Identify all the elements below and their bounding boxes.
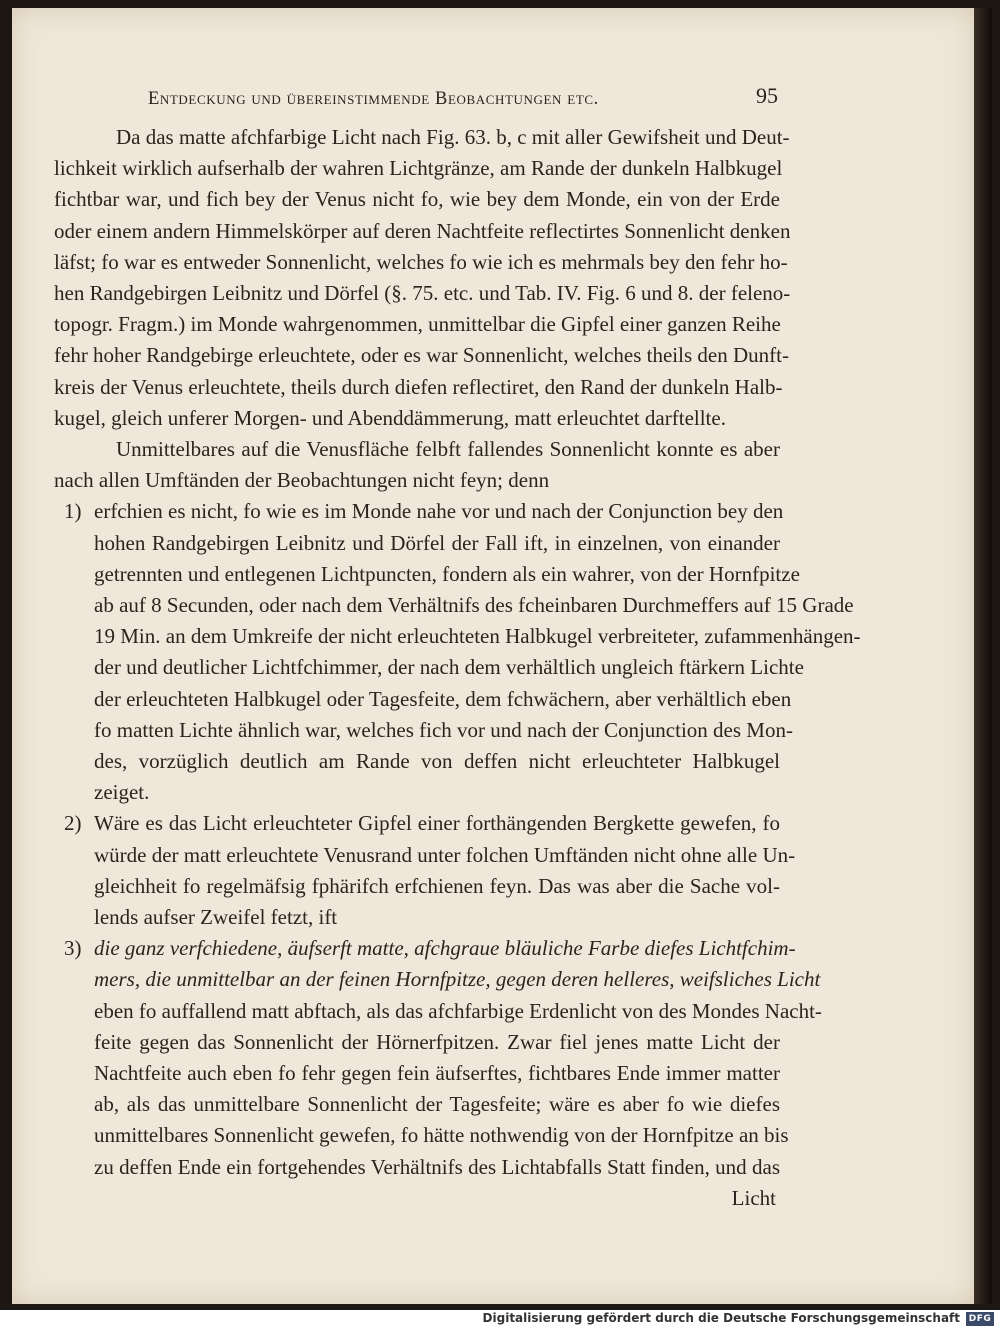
text-line: hen Randgebirgen Leibnitz und Dörfel (§. 75. etc. und Tab. IV. Fig. 6 und 8. der feleno- bbox=[54, 281, 791, 305]
text-line: Unmittelbares auf die Venusfläche felbft fallendes Sonnenlicht konnte es aber bbox=[116, 437, 780, 461]
text-line: feite gegen das Sonnenlicht der Hörnerfpitzen. Zwar fiel jenes matte Licht der bbox=[94, 1029, 780, 1054]
text-line: kugel, gleich unferer Morgen- und Abenddämmerung, matt erleuchtet darftellte. bbox=[54, 405, 726, 430]
text-line: fo matten Lichte ähnlich war, welches fich vor und nach der Conjunction des Mon- bbox=[94, 717, 793, 742]
text-line: die ganz verfchiedene, äufserft matte, afchgraue bläuliche Farbe diefes Lichtfchim- bbox=[94, 936, 796, 961]
text-line: würde der matt erleuchtete Venusrand unter folchen Umftänden nicht ohne alle Un- bbox=[94, 842, 796, 867]
text-line: unmittelbares Sonnenlicht gewefen, fo hätte nothwendig von der Hornfpitze an bis bbox=[94, 1123, 789, 1148]
book-edge bbox=[974, 8, 992, 1304]
text-line: des, vorzüglich deutlich am Rande von deffen nicht erleuchteter Halbkugel bbox=[94, 749, 780, 773]
text-line: hohen Randgebirgen Leibnitz und Dörfel der Fall ift, in einzelnen, von einander bbox=[94, 530, 780, 555]
catchword: Licht bbox=[731, 1185, 776, 1210]
text-line: lichkeit wirklich aufserhalb der wahren Lichtgränze, am Rande der dunkeln Halbkugel bbox=[54, 156, 783, 181]
page-number: 95 bbox=[756, 83, 778, 108]
page-header bbox=[148, 84, 778, 114]
text-line: eben fo auffallend matt abftach, als das afchfarbige Erdenlicht von des Mondes Nacht- bbox=[94, 998, 822, 1023]
text-line: Nachtfeite auch eben fo fehr gegen fein äufserftes, fichtbares Ende immer matter bbox=[94, 1061, 780, 1085]
text-line: getrennten und entlegenen Lichtpuncten, fondern als ein wahrer, von der Hornfpitze bbox=[94, 561, 800, 586]
text-line: topogr. Fragm.) im Monde wahrgenommen, unmittelbar die Gipfel einer ganzen Reihe bbox=[54, 312, 781, 337]
item-number: 2) bbox=[64, 811, 82, 836]
text-line: ab, als das unmittelbare Sonnenlicht der Tagesfeite; wäre es aber fo wie diefes bbox=[94, 1092, 780, 1117]
text-line: Da das matte afchfarbige Licht nach Fig. 63. b, c mit aller Gewifsheit und Deut- bbox=[116, 125, 790, 149]
dfg-logo: DFG bbox=[966, 1312, 994, 1326]
digitization-credit: Digitalisierung gefördert durch die Deutsche Forschungsgemeinschaft bbox=[482, 1311, 960, 1325]
text-line: gleichheit fo regelmäfsig fphärifch erfchienen feyn. Das was aber die Sache vol- bbox=[94, 873, 780, 898]
text-line: 19 Min. an dem Umkreife der nicht erleuchteten Halbkugel verbreiteter, zufammenhängen- bbox=[94, 624, 861, 649]
running-title: Entdeckung und übereinstimmende Beobachtungen etc. bbox=[148, 89, 599, 109]
text-line: fehr hoher Randgebirge erleuchtete, oder es war Sonnenlicht, welches theils den Dunft- bbox=[54, 343, 789, 368]
item-number: 1) bbox=[64, 499, 82, 524]
text-line: Wäre es das Licht erleuchteter Gipfel einer forthängenden Bergkette gewefen, fo bbox=[94, 811, 780, 836]
text-line: zu deffen Ende ein fortgehendes Verhältnifs des Lichtabfalls Statt finden, und das bbox=[94, 1154, 780, 1179]
text-line: mers, die unmittelbar an der feinen Hornfpitze, gegen deren helleres, weifsliches Licht bbox=[94, 967, 821, 992]
text-line: nach allen Umftänden der Beobachtungen nicht feyn; denn bbox=[54, 468, 550, 493]
text-line: fichtbar war, und fich bey der Venus nicht fo, wie bey dem Monde, ein von der Erde bbox=[54, 187, 780, 212]
text-line: kreis der Venus erleuchtete, theils durch diefen reflectiret, den Rand der dunkeln Halb- bbox=[54, 374, 783, 399]
text-line: erfchien es nicht, fo wie es im Monde nahe vor und nach der Conjunction bey den bbox=[94, 499, 784, 524]
item-number: 3) bbox=[64, 936, 82, 961]
text-line: läfst; fo war es entweder Sonnenlicht, welches fo wie ich es mehrmals bey den fehr ho- bbox=[54, 249, 788, 274]
text-line: lends aufser Zweifel fetzt, ift bbox=[94, 905, 338, 929]
text-line: der erleuchteten Halbkugel oder Tagesfeite, dem fchwächern, aber verhältlich eben bbox=[94, 686, 792, 711]
text-line: oder einem andern Himmelskörper auf deren Nachtfeite reflectirtes Sonnenlicht denken bbox=[54, 218, 791, 243]
footer-bar bbox=[0, 1310, 1000, 1328]
text-line: ab auf 8 Secunden, oder nach dem Verhältnifs des fcheinbaren Durchmeffers auf 15 Grade bbox=[94, 593, 854, 617]
text-line: der und deutlicher Lichtfchimmer, der nach dem verhältlich ungleich ftärkern Lichte bbox=[94, 655, 804, 680]
text-line: zeiget. bbox=[94, 780, 150, 805]
